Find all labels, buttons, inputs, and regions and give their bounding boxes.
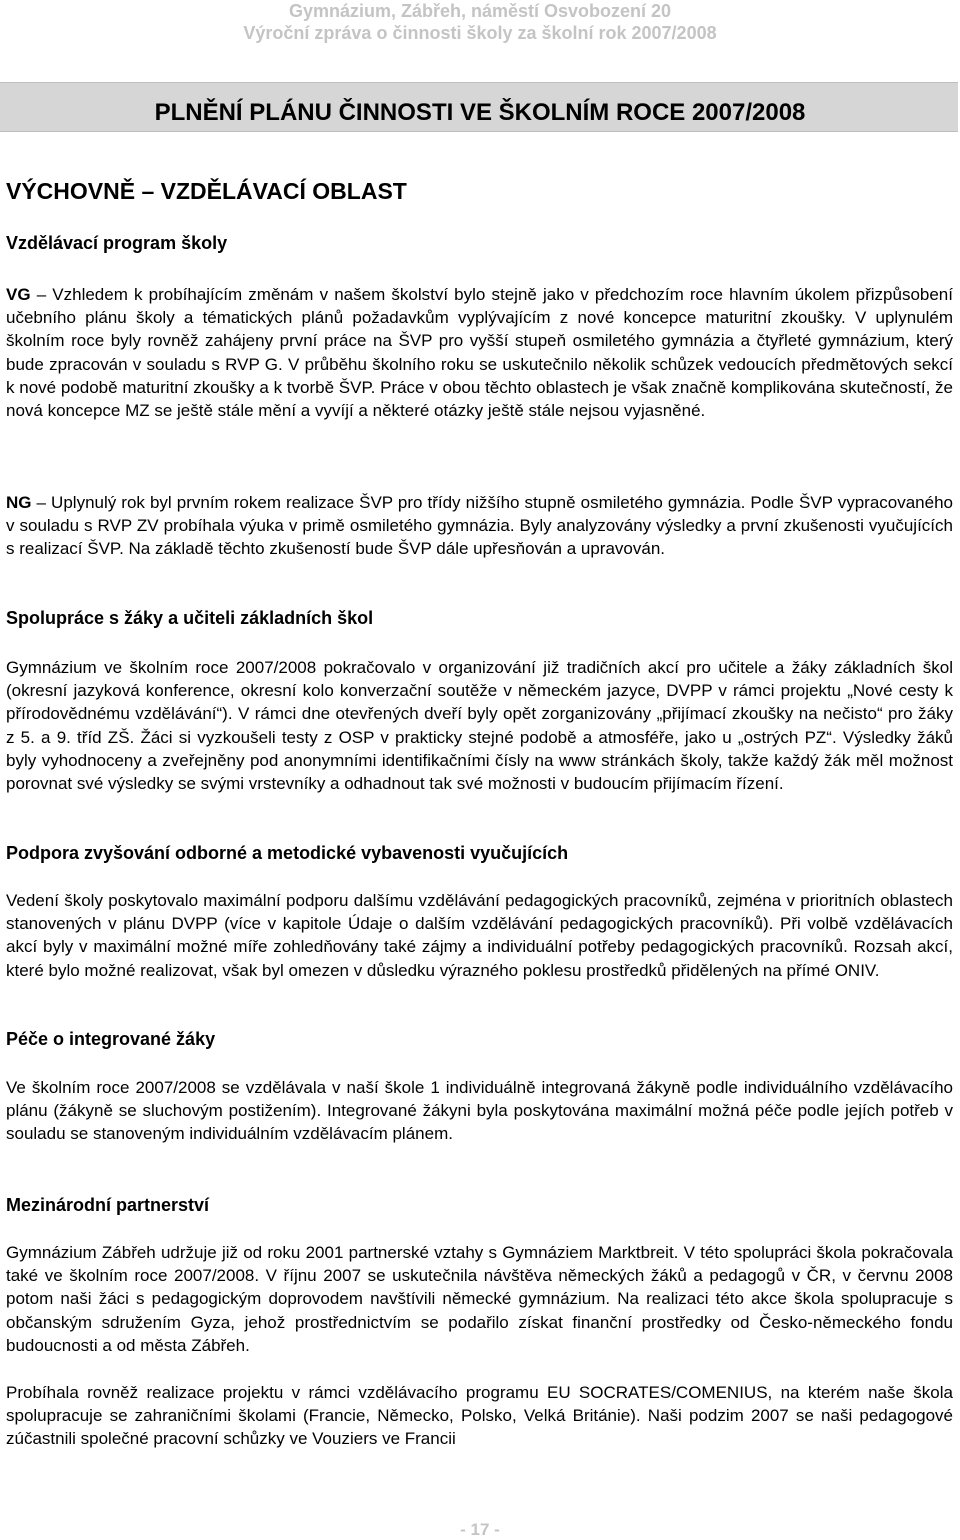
paragraph-vg [6, 283, 953, 422]
heading-cooperation: Spolupráce s žáky a učiteli základních škol [6, 608, 374, 628]
paragraph-partnership-2: Probíhala rovněž realizace projektu v rámci vzdělávacího programu EU SOCRATES/COMENIUS, na kterém naše škola spolupracuje se zahraničními školami (Francie, Německo, Polsko, Velká Británie). Naši podzim 2007 se naši pedagogové zúčastnili společné pracovní schůzky ve Vouziers ve Francii [6, 1383, 953, 1449]
paragraph-partnership-1: Gymnázium Zábřeh udržuje již od roku 2001 partnerské vztahy s Gymnáziem Marktbreit. V této spolupráci škola pokračovala také ve školním roce 2007/2008. V říjnu 2007 se uskutečnila návštěva německých žáků a pedagogů v ČR, v červnu 2008 potom naši žáci s pedagogickým doprovodem navštívili německé gymnázium. Na realizaci této akce škola spolupracuje s občanským sdružením Gyza, jehož prostřednictvím se podařilo získat finanční prostředky od Česko-německého fondu budoucnosti a od města Zábřeh. [6, 1243, 953, 1355]
page-number: - 17 - [460, 1520, 500, 1539]
running-header-report: Výroční zpráva o činnosti školy za školní rok 2007/2008 [243, 23, 717, 43]
paragraph-support: Vedení školy poskytovalo maximální podporu dalšímu vzdělávání pedagogických pracovníků, zejména v prioritních oblastech stanovených v plánu DVPP (více v kapitole Údaje o dalším vzdělávání pedagogických pracovníků). Při volbě vzdělávacích akcí byly v maximální možné míře zohledňovány také zájmy a individuální potřeby pedagogických pracovníků. Rozsah akcí, které bylo možné realizovat, však byl omezen v důsledku výrazného poklesu prostředků přidělených na přímé ONIV. [6, 891, 953, 980]
text-ng: – Uplynulý rok byl prvním rokem realizace ŠVP pro třídy nižšího stupně osmiletého gymnázia. Podle ŠVP vypracovaného v souladu s RVP ZV probíhala výuka v primě osmiletého gymnázia. Byly analyzovány výsledky a první zkušenosti vyučujících s realizací ŠVP. Na základě těchto zkušeností bude ŠVP dále upřesňován a upravován. [6, 493, 953, 559]
label-vg: VG [6, 285, 31, 304]
paragraph-integration: Ve školním roce 2007/2008 se vzdělávala v naší škole 1 individuálně integrovaná žákyně podle individuálního vzdělávacího plánu (žákyně se sluchovým postižením). Integrované žákyni byla poskytována maximální možná péče podle jejích potřeb v souladu se stanoveným individuálním vzdělávacím plánem. [6, 1078, 953, 1144]
heading-integration: Péče o integrované žáky [6, 1029, 216, 1049]
heading-partnership: Mezinárodní partnerství [6, 1195, 210, 1215]
running-header-school: Gymnázium, Zábřeh, náměstí Osvobození 20 [288, 1, 672, 21]
section-title: VÝCHOVNĚ – VZDĚLÁVACÍ OBLAST [6, 178, 407, 204]
text-vg: – Vzhledem k probíhajícím změnám v našem školství bylo stejně jako v předchozím roce hlavním úkolem přizpůsobení učebního plánu školy a tématických plánů požadavkům vyplývajícím z nové koncepce maturitní zkoušky. V uplynulém školním roce byly rovněž zahájeny první práce na ŠVP pro vyšší stupeň osmiletého gymnázia a čtyřleté gymnázium, který bude zpracován v souladu s RVP G. V průběhu školního roku se uskutečnilo několik schůzek vedoucích předmětových sekcí k nové podobě maturitní zkoušky a k tvorbě ŠVP. Práce v obou těchto oblastech je však značně komplikována skutečností, že nová koncepce MZ se ještě stále mění a vyvíjí a některé otázky ještě stále nejsou vyjasněné. [6, 285, 953, 421]
paragraph-ng [6, 491, 953, 561]
paragraph-cooperation: Gymnázium ve školním roce 2007/2008 pokračovalo v organizování již tradičních akcí pro učitele a žáky základních škol (okresní jazyková konference, okresní kolo konverzační soutěže v německém jazyce, DVPP v rámci projektu „Nové cesty k přírodovědnému vzdělávání“). V rámci dne otevřených dveří byly opět zorganizovány „přijímací zkoušky na nečisto“ pro žáky z 5. a 9. tříd ZŠ. Žáci si vyzkoušeli testy z OSP v prakticky stejné podobě a atmosféře, jako u „ostrých PZ“. Výsledky žáků byly vyhodnoceny a zveřejněny pod anonymními identifikačními čísly na www stránkách školy, takže každý žák měl možnost porovnat své výsledky se svými vrstevníky a odhadnout tak své možnosti v budoucím přijímacím řízení. [6, 658, 953, 794]
heading-program: Vzdělávací program školy [6, 233, 228, 253]
label-ng: NG [6, 493, 32, 512]
heading-support: Podpora zvyšování odborné a metodické vybavenosti vyučujících [6, 843, 569, 863]
page-title: PLNĚNÍ PLÁNU ČINNOSTI VE ŠKOLNÍM ROCE 2007/2008 [154, 99, 806, 126]
